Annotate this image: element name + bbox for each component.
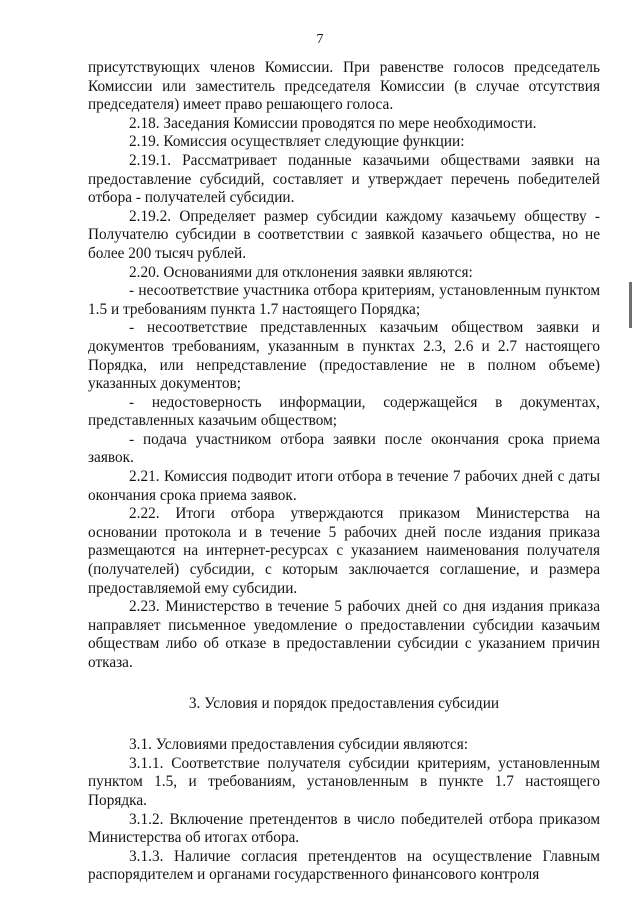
page-number: 7 (316, 32, 324, 47)
paragraph-2-19: 2.19. Комиссия осуществляет следующие функции: (129, 133, 465, 151)
paragraph-2-20-item-3: - недостоверность информации, содержащейся в документах, представленных казачьим обществом; (88, 393, 600, 430)
paragraph-2-18: 2.18. Заседания Комиссии проводятся по мере необходимости. (129, 114, 537, 132)
paragraph-continuation: присутствующих членов Комиссии. При равенстве голосов председатель Комиссии или заместитель председателя Комиссии (в случае отсутствия председателя) имеет право решающего голоса. (88, 59, 600, 114)
paragraph-2-20-item-1: - несоответствие участника отбора критериям, установленным пунктом 1.5 и требованиям пункта 1.7 настоящего Порядка; (88, 282, 600, 318)
paragraph-2-20-item-4: - подача участником отбора заявки после окончания срока приема заявок. (88, 430, 600, 467)
paragraph-2-19-2: 2.19.2. Определяет размер субсидии каждому казачьему обществу - Получателю субсидии в соответствии с заявкой казачьего общества, но не более 200 тысяч рублей. (88, 207, 600, 262)
document-body (88, 59, 600, 885)
paragraph-2-20: 2.20. Основаниями для отклонения заявки являются: (129, 263, 473, 281)
paragraph-3-1-3: 3.1.3. Наличие согласия претендентов на осуществление Главным распорядителем и органами государственного финансового контроля (88, 847, 600, 884)
paragraph-2-22: 2.22. Итоги отбора утверждаются приказом Министерства на основании протокола и в течение 5 рабочих дней после издания приказа размещаются на интернет-ресурсах с указанием наименования получателя (получателей) субсидии, с которым заключается соглашение, и размера предоставляемой ему субсидии. (88, 505, 600, 597)
paragraph-3-1-2: 3.1.2. Включение претендентов в число победителей отбора приказом Министерства об итогах отбора. (88, 810, 600, 847)
paragraph-2-20-item-2: - несоответствие представленных казачьим обществом заявки и документов требованиям, указанным в пунктах 2.3, 2.6 и 2.7 настоящего Порядка, или непредставление (предоставление не в полном объеме) указанных документов; (88, 319, 600, 393)
paragraph-3-1-1: 3.1.1. Соответствие получателя субсидии критериям, установленным пунктом 1.5, и требованиям, установленным в пункте 1.7 настоящего Порядка. (88, 754, 600, 809)
section-heading: 3. Условия и порядок предоставления субсидии (188, 694, 500, 712)
paragraph-2-23: 2.23. Министерство в течение 5 рабочих дней со дня издания приказа направляет письменное уведомление о предоставлении субсидии казачьим обществам либо об отказе в предоставлении субсидии с указанием причин отказа. (88, 598, 600, 671)
paragraph-2-21: 2.21. Комиссия подводит итоги отбора в течение 7 рабочих дней с даты окончания срока приема заявок. (88, 468, 600, 504)
paragraph-3-1: 3.1. Условиями предоставления субсидии являются: (129, 736, 469, 754)
scan-edge-mark (629, 282, 632, 328)
paragraph-2-19-1: 2.19.1. Рассматривает поданные казачьими обществами заявки на предоставление субсидий, составляет и утверждает перечень победителей отбора - получателей субсидии. (88, 151, 600, 207)
